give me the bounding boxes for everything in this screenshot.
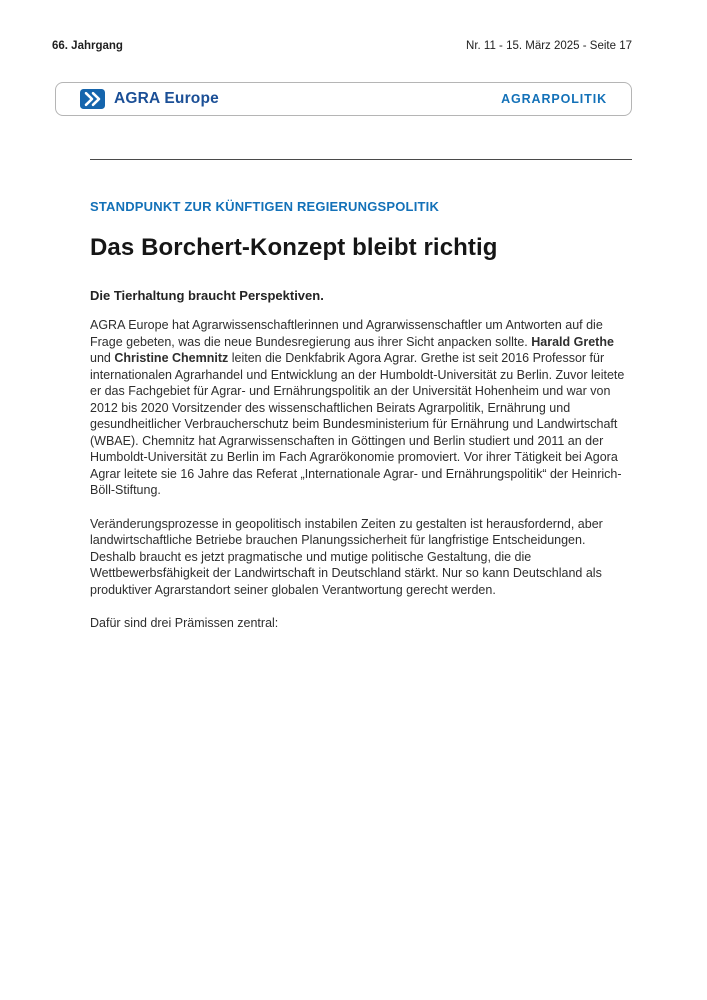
article — [90, 199, 632, 649]
text-run: und — [90, 351, 115, 365]
text-run: leiten die Denkfabrik Agora Agrar. Grethe ist seit 2016 Professor für internationalen Agrarhandel und Entwicklung an der Humboldt-Universität zu Berlin. Zuvor leitete er das Fachgebiet für Agrar- und Ernährungspolitik an der Universität Hohenheim und war von 2012 bis 2020 Vorsitzender des wissenschaftlichen Beirats Agrarpolitik, Ernährung und gesundheitlicher Verbraucherschutz beim Bundesministerium für Ernährung und Landwirtschaft (WBAE). Chemnitz hat Agrarwissenschaften in Göttingen und Berlin studiert und 2011 an der Humboldt-Universität zu Berlin im Fach Agrarökonomie promoviert. Vor ihrer Tätigkeit bei Agora Agrar leitete sie 16 Jahre das Referat „Internationale Agrar- und Ernährungspolitik“ der Heinrich-Böll-Stiftung. — [90, 351, 625, 497]
issue-info: Nr. 11 - 15. März 2025 - Seite 17 — [466, 40, 632, 52]
section-label: AGRARPOLITIK — [501, 92, 607, 106]
person-name-chemnitz: Christine Chemnitz — [114, 351, 229, 365]
logo-text: AGRA Europe — [114, 90, 219, 107]
article-lead: Die Tierhaltung braucht Perspektiven. — [90, 288, 324, 303]
journal-volume: 66. Jahrgang — [52, 40, 123, 52]
person-name-grethe: Harald Grethe — [531, 334, 614, 349]
agra-europe-logo — [80, 89, 219, 109]
article-title: Das Borchert-Konzept bleibt richtig — [90, 234, 498, 261]
text-run: AGRA Europe hat Agrarwissenschaftlerinnen und Agrarwissenschaftler um Antworten auf die Frage gebeten, was die neue Bundesregierung aus ihrer Sicht anpacken sollte. — [90, 318, 603, 349]
page-header — [52, 40, 632, 52]
divider-rule — [90, 159, 632, 160]
paragraph-context: Veränderungsprozesse in geopolitisch instabilen Zeiten zu gestalten ist herausfordernd, aber landwirtschaftliche Betriebe brauchen Planungssicherheit für langfristige Entscheidungen. Deshalb braucht es jetzt pragmatische und mutige politische Gestaltung, die die Wettbewerbsfähigkeit der Landwirtschaft in Deutschland stärkt. Nur so kann Deutschland als produktiver Agrarstandort seiner globalen Verantwortung gerecht werden. — [90, 516, 603, 597]
double-chevron-icon — [80, 89, 105, 109]
masthead-box — [55, 82, 632, 116]
paragraph-premises-intro: Dafür sind drei Prämissen zentral: — [90, 616, 279, 630]
paragraph-intro — [90, 317, 632, 499]
article-kicker: STANDPUNKT ZUR KÜNFTIGEN REGIERUNGSPOLITIK — [90, 199, 440, 214]
